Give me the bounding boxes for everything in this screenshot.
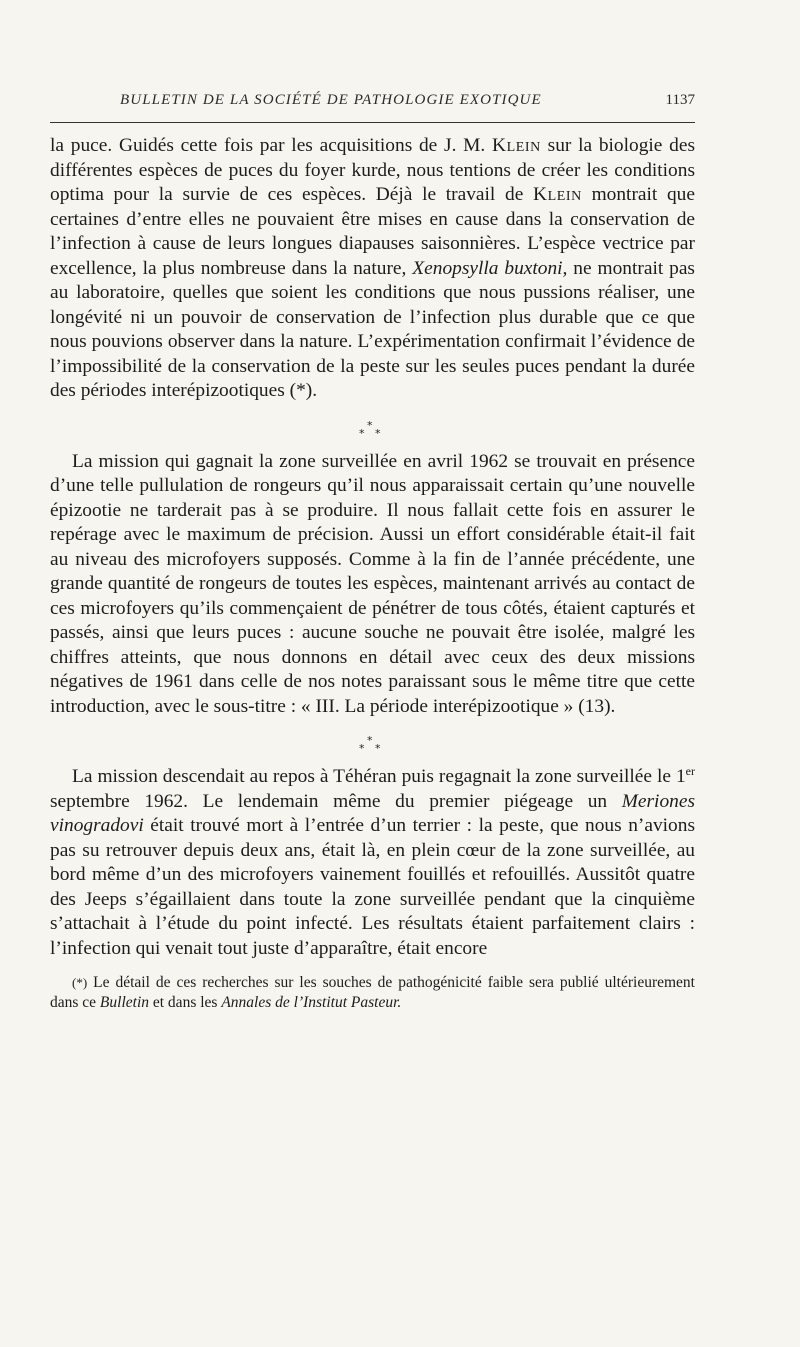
paragraph-1-text-a: la puce. Guidés cette fois par les acquisitions de J. M. bbox=[50, 135, 493, 156]
species-name-xenopsylla: Xenopsylla buxtoni, bbox=[412, 257, 568, 279]
journal-name-annales: Annales de l’Institut Pasteur. bbox=[221, 994, 402, 1011]
journal-name-bulletin: Bulletin bbox=[99, 994, 149, 1011]
section-break-asterism-1 bbox=[50, 404, 695, 450]
page-header bbox=[50, 92, 695, 118]
paragraph-1 bbox=[50, 134, 695, 404]
page-number: 1137 bbox=[665, 92, 695, 108]
paragraph-1-text-d: ne montrait pas au laboratoire, quelles que soient les conditions que nous pussions réaliser, une longévité ni un pouvoir de conservation de l’infection plus durable que ce que nous pouvions observer dans la nature. L’expérimentation confirmait l’évidence de l’impossibilité de la conservation de la peste sur les seules puces pendant la durée des périodes interépizootiques (*). bbox=[50, 257, 695, 401]
paragraph-3-text-b: septembre 1962. Le lendemain même du premier piégeage un bbox=[50, 790, 622, 812]
species-name-meriones: Meriones vinogradovi bbox=[50, 790, 695, 836]
page-body bbox=[50, 134, 695, 1013]
paragraph-3 bbox=[50, 765, 695, 961]
asterism-star-left: * bbox=[359, 426, 365, 440]
author-name-klein-2: Klein bbox=[533, 184, 582, 205]
author-name-klein: Klein bbox=[492, 135, 541, 156]
section-break-asterism-2 bbox=[50, 719, 695, 765]
footnote bbox=[50, 973, 695, 1013]
paragraph-2: La mission qui gagnait la zone surveillée en avril 1962 se trouvait en présence d’une telle pullulation de rongeurs qu’il nous apparaissait certain qu’une nouvelle épizootie ne tarderait pas à se produire. Il nous fallait cette fois en assurer le repérage avec le maximum de précision. Aussi un effort considérable était-il fait au niveau des microfoyers supposés. Comme à la fin de l’année précédente, une grande quantité de rongeurs de toutes les espèces, maintenant arrivés au contact de ces microfoyers qu’ils commençaient de pénétrer de tous côtés, étaient capturés et passés, ainsi que leurs puces : aucune souche ne pouvait être isolée, malgré les chiffres atteints, que nous donnons en détail avec ceux des deux missions négatives de 1961 dans celle de nos notes paraissant sous le même titre que cette introduction, avec le sous-titre : « III. La période interépizootique » (13). bbox=[50, 450, 695, 717]
footnote-text-a: Le détail de ces recherches sur les souches de pathogénicité faible sera publié ultérieurement dans ce bbox=[50, 974, 695, 1011]
header-rule bbox=[50, 122, 695, 123]
running-title: BULLETIN DE LA SOCIÉTÉ DE PATHOLOGIE EXOTIQUE bbox=[120, 92, 542, 108]
ordinal-superscript: er bbox=[685, 764, 695, 778]
paragraph-3-text-c: était trouvé mort à l’entrée d’un terrier : la peste, que nous n’avions pas su retrouver depuis deux ans, était là, en plein cœur de la zone surveillée, au bord même d’un des microfoyers vainement fouillés et refouillés. Aussitôt quatre des Jeeps s’égaillaient dans toute la zone surveillée pendant que la cinquième s’attachait à l’étude du point infecté. Les résultats étaient parfaitement clairs : l’infection qui venait tout juste d’apparaître, était encore bbox=[50, 815, 695, 959]
asterism-star-right: * bbox=[375, 426, 381, 440]
asterism-star-top: * bbox=[367, 734, 373, 747]
footnote-mark: (*) bbox=[72, 975, 88, 990]
paragraph-1-text-c: montrait que certaines d’entre elles ne pouvaient être mises en cause dans la conservation de l’infection à cause de leurs longues diapauses saisonnières. L’espèce vectrice par excellence, la plus nombreuse dans la nature, bbox=[50, 184, 695, 279]
asterism-star-left: * bbox=[359, 742, 365, 755]
footnote-text-b: et dans les bbox=[149, 994, 222, 1011]
paragraph-1-text-b: sur la biologie des différentes espèces de puces du foyer kurde, nous tentions de créer les conditions optima pour la survie de ces espèces. Déjà le travail de bbox=[50, 135, 695, 205]
paragraph-3-text-a: La mission descendait au repos à Téhéran puis regagnait la zone surveillée le 1 bbox=[72, 766, 686, 787]
asterism-star-top: * bbox=[367, 418, 373, 432]
asterism-star-right: * bbox=[375, 742, 381, 755]
